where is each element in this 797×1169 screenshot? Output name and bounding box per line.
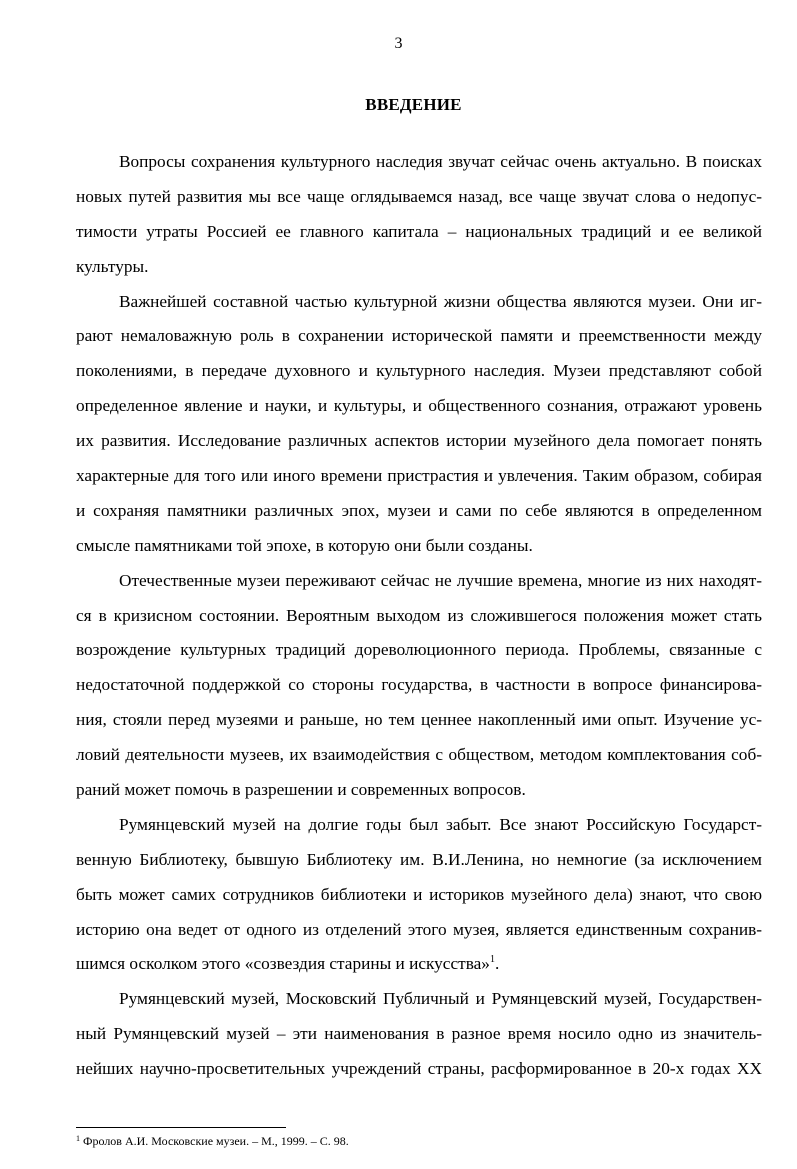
text-line: Отечественные музеи переживают сейчас не лучшие времена, многие из них находят-: [119, 570, 762, 590]
text-line: и сохраняя памятники различных эпох, музеи и сами по себе являются в определенном: [76, 500, 762, 520]
text-line: ный Румянцевский музей – эти наименования в разное время носило одно из значитель-: [76, 1024, 762, 1044]
text-line: их развития. Исследование различных аспектов истории музейного дела помогает понять: [76, 431, 762, 451]
text-line: новых путей развития мы все чаще оглядываемся назад, все чаще звучат слова о недопус-: [76, 186, 762, 206]
text-line: культуры.: [76, 256, 149, 276]
footnote-text: Фролов А.И. Московские музеи. – М., 1999. – С. 98.: [83, 1134, 349, 1148]
text-line: раний может помочь в разрешении и современных вопросов.: [76, 780, 526, 800]
text-line: нейших научно-просветительных учреждений страны, расформированное в 20-х годах XX: [76, 1059, 762, 1079]
page-number: 3: [394, 35, 403, 52]
footnote-divider: [76, 1127, 286, 1128]
text-line: ловий деятельности музеев, их взаимодействия с обществом, методом комплектования соб-: [76, 745, 762, 765]
text-line: характерные для того или иного времени пристрастия и увлечения. Таким образом, собирая: [76, 466, 762, 486]
text-line: шимся осколком этого «созвездия старины и искусства»: [76, 954, 490, 974]
text-line-with-footnote: шимся осколком этого «созвездия старины и искусства»$^1$.: [76, 954, 500, 974]
text-line: определенное явление и науки, и культуры, и общественного сознания, отражают уровень: [76, 396, 762, 416]
text-line: историю она ведет от одного из отделений этого музея, является единственным сохранив-: [76, 919, 762, 939]
footnote-mark: 1: [76, 1134, 80, 1143]
text-line: недостаточной поддержкой со стороны государства, в частности в вопросе финансирова-: [76, 675, 762, 695]
text-line: Вопросы сохранения культурного наследия звучат сейчас очень актуально. В поисках: [119, 152, 762, 171]
text-line: поколениями, в передаче духовного и культурного наследия. Музеи представляют собой: [76, 361, 762, 381]
text-line: Румянцевский музей, Московский Публичный и Румянцевский музей, Государствен-: [119, 989, 762, 1009]
text-line: ся в кризисном состоянии. Вероятным выходом из сложившегося положения может стать: [76, 605, 762, 625]
section-heading: ВВЕДЕНИЕ: [365, 95, 462, 114]
footnote-reference[interactable]: 1: [489, 954, 495, 966]
text-line: ния, стояли перед музеями и раньше, но тем ценнее накопленный ими опыт. Изучение ус-: [76, 710, 762, 730]
text-line: венную Библиотеку, бывшую Библиотеку им. В.И.Ленина, но немногие (за исключением: [76, 849, 762, 869]
text-line: смысле памятниками той эпохе, в которую они были созданы.: [76, 535, 533, 555]
text-line: рают немаловажную роль в сохранении исторической памяти и преемственности между: [76, 326, 762, 346]
text-line: тимости утраты Россией ее главного капитала – национальных традиций и ее великой: [76, 221, 762, 241]
footnote: [76, 1133, 349, 1149]
text-line: Важнейшей составной частью культурной жизни общества являются музеи. Они иг-: [119, 291, 762, 311]
text-line: возрождение культурных традиций дореволюционного периода. Проблемы, связанные с: [76, 640, 762, 660]
text-line: быть может самих сотрудников библиотеки и историков музейного дела) знают, что свою: [76, 884, 762, 904]
body-text: [76, 145, 762, 1087]
text-line: Румянцевский музей на долгие годы был забыт. Все знают Российскую Государст-: [119, 814, 762, 834]
